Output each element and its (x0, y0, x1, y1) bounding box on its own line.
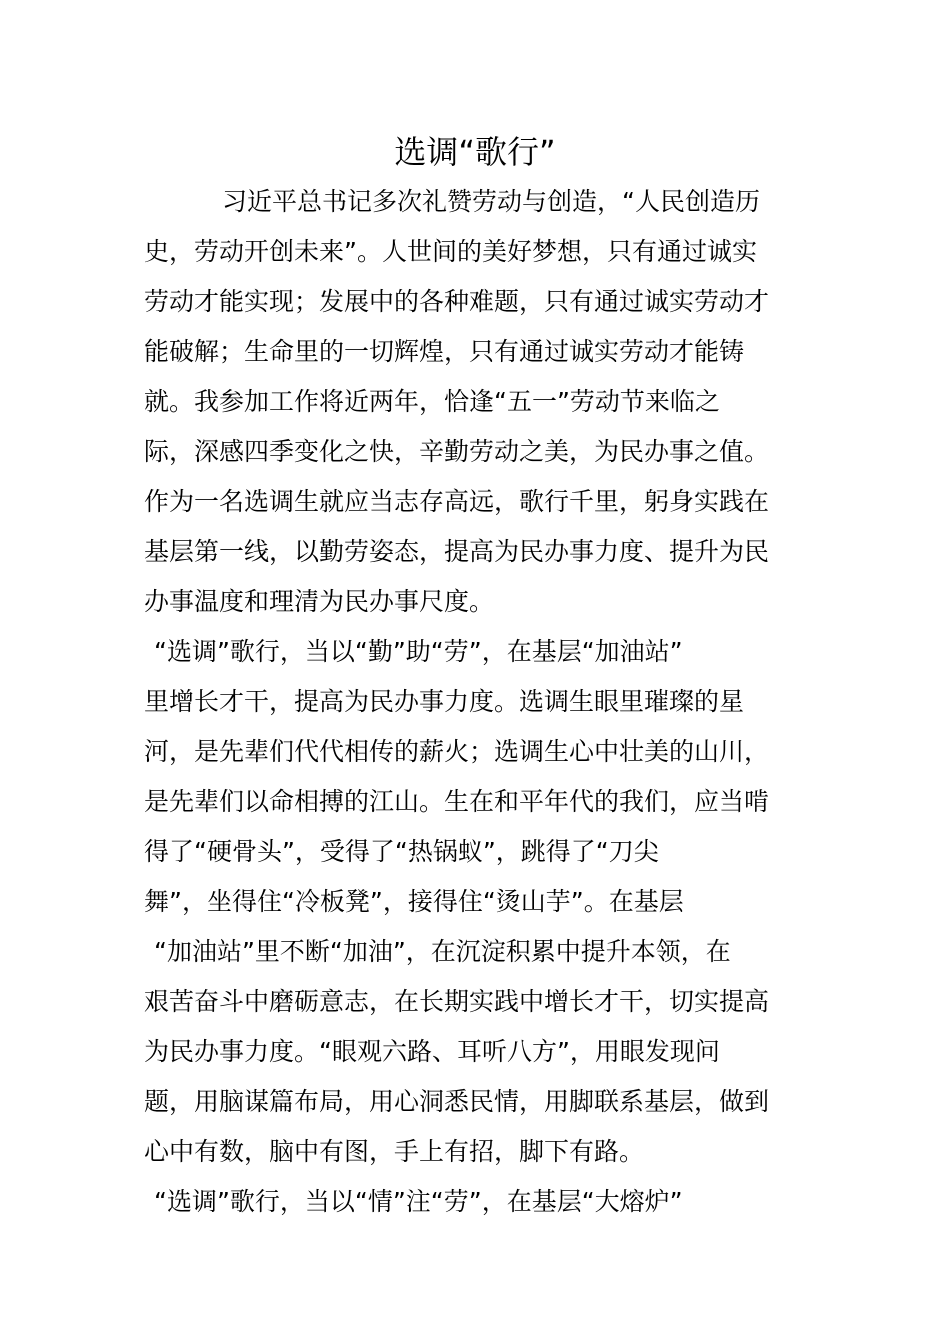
paragraph-1-line-6: 际，深感四季变化之快，辛勤劳动之美，为民办事之值。 (144, 437, 770, 466)
document-title: 选调“歌行” (394, 133, 556, 171)
paragraph-2-line-10: 题，用脑谋篇布局，用心洞悉民情，用脚联系基层，做到 (144, 1087, 770, 1116)
paragraph-1-line-7: 作为一名选调生就应当志存高远，歌行千里，躬身实践在 (144, 487, 770, 516)
paragraph-1-line-9: 办事温度和理清为民办事尺度。 (144, 587, 495, 616)
paragraph-2-line-9: 为民办事力度。“眼观六路、耳听八方”，用眼发现问 (144, 1037, 720, 1066)
paragraph-1-line-2: 史，劳动开创未来”。人世间的美好梦想，只有通过诚实 (144, 237, 757, 266)
paragraph-2-line-3: 河，是先辈们代代相传的薪火；选调生心中壮美的山川， (144, 737, 770, 766)
paragraph-2-line-1: “选调”歌行，当以“勤”助“劳”，在基层“加油站” (154, 637, 683, 666)
paragraph-1-line-8: 基层第一线，以勤劳姿态，提高为民办事力度、提升为民 (144, 537, 770, 566)
paragraph-1-line-3: 劳动才能实现；发展中的各种难题，只有通过诚实劳动才 (144, 287, 770, 316)
paragraph-2-line-4: 是先辈们以命相搏的江山。生在和平年代的我们，应当啃 (144, 787, 770, 816)
paragraph-2-line-7: “加油站”里不断“加油”，在沉淀积累中提升本领，在 (154, 937, 731, 966)
paragraph-1-line-4: 能破解；生命里的一切辉煌，只有通过诚实劳动才能铸 (144, 337, 745, 366)
paragraph-2-line-6: 舞”，坐得住“冷板凳”，接得住“烫山芋”。在基层 (144, 887, 684, 916)
paragraph-2-line-5: 得了“硬骨头”，受得了“热锅蚁”，跳得了“刀尖 (144, 837, 659, 866)
paragraph-1-line-1: 习近平总书记多次礼赞劳动与创造，“人民创造历 (222, 187, 760, 216)
paragraph-3-line-1: “选调”歌行，当以“情”注“劳”，在基层“大熔炉” (154, 1187, 683, 1216)
paragraph-1-line-5: 就。我参加工作将近两年，恰逢“五一”劳动节来临之 (144, 387, 720, 416)
paragraph-2-line-8: 艰苦奋斗中磨砺意志，在长期实践中增长才干，切实提高 (144, 987, 770, 1016)
paragraph-2-line-11: 心中有数，脑中有图，手上有招，脚下有路。 (144, 1137, 645, 1166)
paragraph-2-line-2: 里增长才干，提高为民办事力度。选调生眼里璀璨的星 (144, 687, 745, 716)
